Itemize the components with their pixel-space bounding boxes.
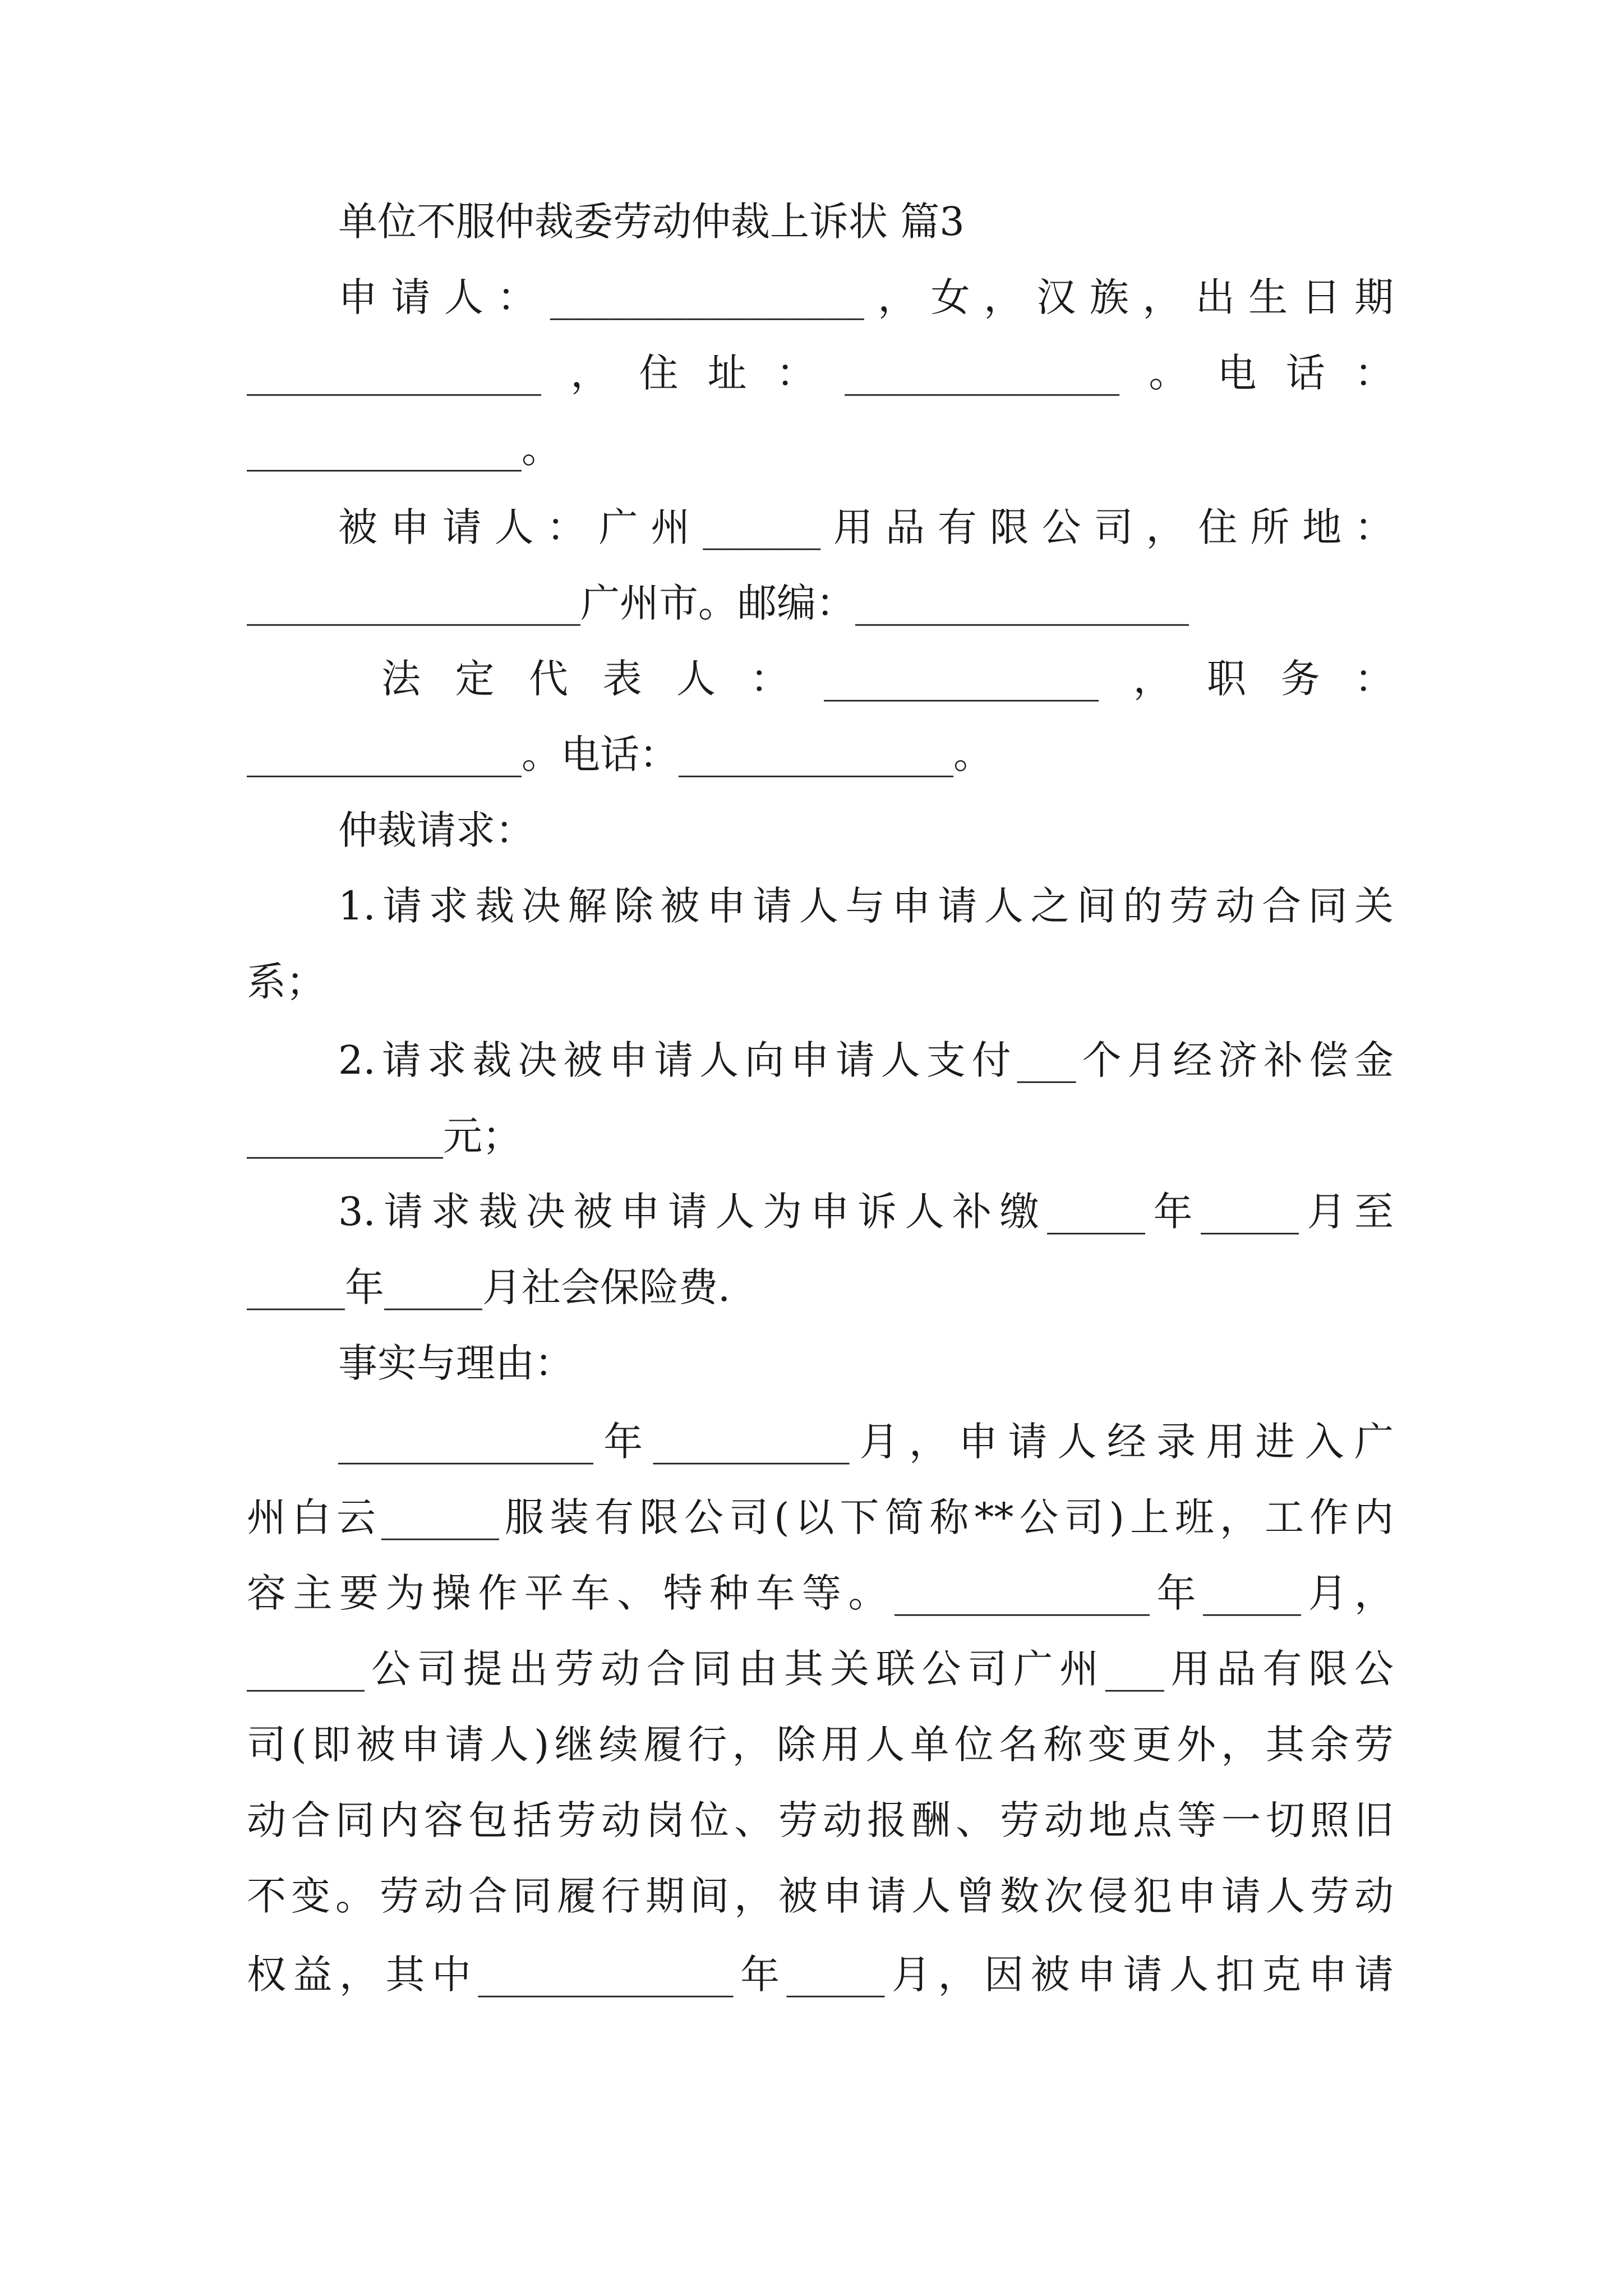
paragraph-line: 州白云______服装有限公司(以下简称**公司)上班，工作内 (247, 1494, 1394, 1540)
paragraph-line: 2.请求裁决被申请人向申请人支付___个月经济补偿金 (338, 1037, 1394, 1083)
paragraph-line: __________元； (247, 1113, 522, 1159)
document-title: 单位不服仲裁委劳动仲裁上诉状 篇3 (338, 199, 965, 245)
paragraph-line: 权益，其中_____________年_____月，因被申请人扣克申请 (247, 1952, 1394, 1998)
paragraph-line: 法定代表人：______________，职务： (381, 656, 1394, 702)
section-heading: 事实与理由： (338, 1340, 574, 1386)
paragraph-line: 动合同内容包括劳动岗位、劳动报酬、劳动地点等一切照旧 (247, 1797, 1394, 1843)
paragraph-line: ______________。电话：______________。 (247, 731, 993, 777)
paragraph-line: 被申请人：广州______用品有限公司，住所地： (338, 504, 1394, 550)
paragraph-line: _________________广州市。邮编：_________________ (247, 580, 1189, 626)
paragraph-line: _____________年__________月，申请人经录用进入广 (338, 1419, 1394, 1465)
paragraph-line: _______________，住址：______________。电话： (247, 350, 1394, 396)
paragraph-line: 系； (247, 959, 325, 1005)
paragraph-line: ______________。 (247, 426, 561, 472)
paragraph-line: 司(即被申请人)继续履行，除用人单位名称变更外，其余劳 (247, 1722, 1394, 1768)
paragraph-line: _____年_____月社会保险费. (247, 1264, 731, 1310)
paragraph-line: 3.请求裁决被申请人为申诉人补缴_____年_____月至 (338, 1189, 1394, 1235)
paragraph-line: 不变。劳动合同履行期间，被申请人曾数次侵犯申请人劳动 (247, 1873, 1394, 1919)
section-heading: 仲裁请求： (338, 807, 534, 853)
paragraph-line: ______公司提出劳动合同由其关联公司广州___用品有限公 (247, 1646, 1394, 1692)
paragraph-line: 申请人：________________，女，汉族，出生日期 (338, 274, 1394, 320)
paragraph-line: 容主要为操作平车、特种车等。_____________年_____月， (247, 1570, 1394, 1616)
paragraph-line: 1.请求裁决解除被申请人与申请人之间的劳动合同关 (338, 883, 1394, 929)
